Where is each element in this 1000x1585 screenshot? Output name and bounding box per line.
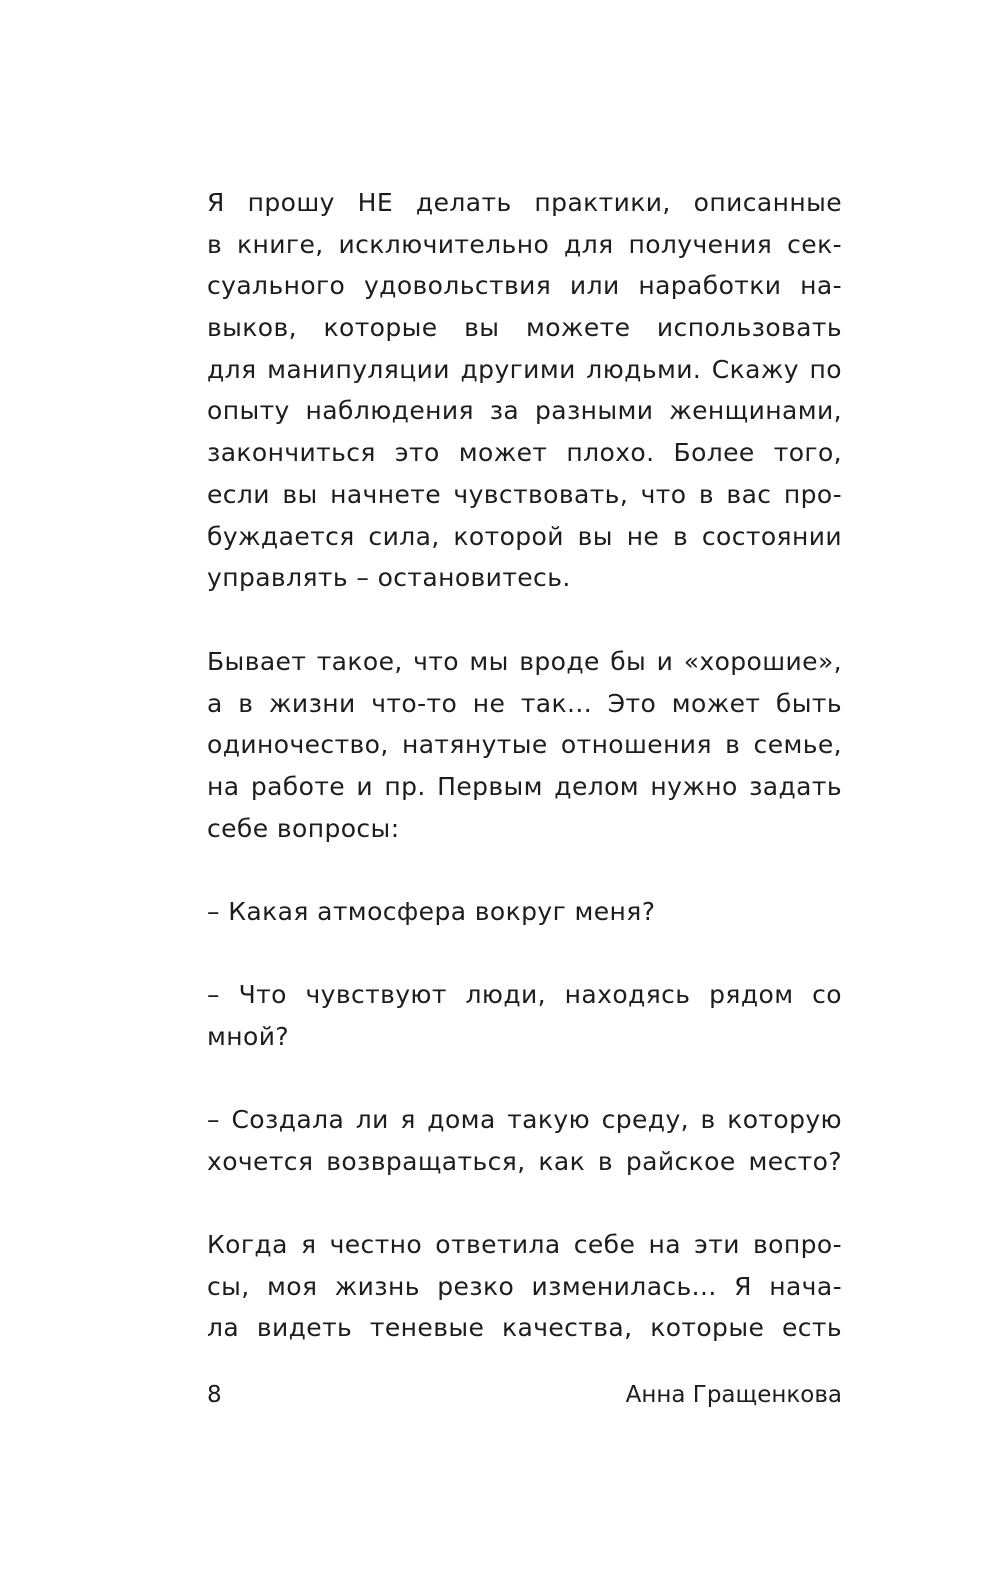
text-line: мной? <box>207 1021 290 1051</box>
text-line: для манипуляции другими людьми. Скажу по <box>207 354 842 384</box>
text-line: ла видеть теневые качества, которые есть <box>207 1313 842 1343</box>
text-line: опыту наблюдения за разными женщинами, <box>207 396 842 426</box>
question-home-environment <box>207 1099 842 1182</box>
text-line: – Какая атмосфера вокруг меня? <box>207 897 656 926</box>
text-line: выков, которые вы можете использовать <box>207 313 842 343</box>
text-line: хочется возвращаться, как в райское место? <box>207 1146 842 1176</box>
text-line: Я прошу НЕ делать практики, описанные <box>207 188 842 217</box>
paragraph-honest-answer <box>207 1224 842 1349</box>
question-atmosphere <box>207 891 842 933</box>
page-footer <box>207 1377 842 1413</box>
page-number: 8 <box>207 1382 222 1408</box>
paragraph-good-people <box>207 641 842 849</box>
running-footer-author: Анна Гращенкова <box>625 1382 842 1408</box>
text-line: Когда я честно ответила себе на эти вопро- <box>207 1230 842 1259</box>
text-line: – Что чувствуют люди, находясь рядом со <box>207 980 842 1009</box>
text-line: – Создала ли я дома такую среду, в которую <box>207 1105 842 1134</box>
text-line: а в жизни что-то не так... Это может быть <box>207 688 842 718</box>
text-line: управлять – остановитесь. <box>207 563 571 593</box>
text-line: Бывает такое, что мы вроде бы и «хорошие», <box>207 647 842 676</box>
text-line: суального удовольствия или наработки на- <box>207 271 842 301</box>
text-line: буждается сила, которой вы не в состоянии <box>207 521 842 551</box>
text-line: закончиться это может плохо. Более того, <box>207 438 842 468</box>
text-line: в книге, исключительно для получения сек- <box>207 229 842 259</box>
paragraph-practices-warning <box>207 182 842 599</box>
text-line: на работе и пр. Первым делом нужно задать <box>207 772 842 802</box>
text-line: сы, моя жизнь резко изменилась... Я нача- <box>207 1271 842 1301</box>
text-line: одиночество, натянутые отношения в семье, <box>207 730 842 760</box>
text-line: если вы начнете чувствовать, что в вас про- <box>207 479 842 509</box>
text-line: себе вопросы: <box>207 813 400 843</box>
question-people-feel <box>207 974 842 1057</box>
